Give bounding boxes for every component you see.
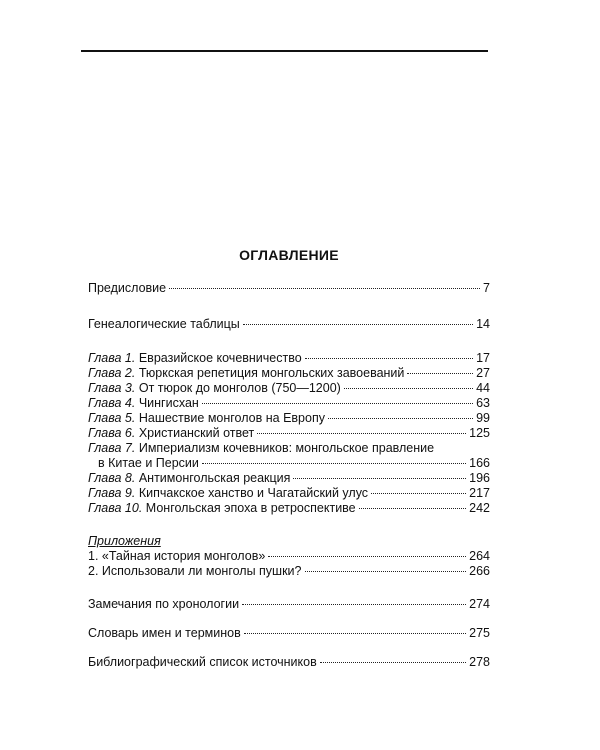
leader-dots — [407, 373, 473, 374]
toc-entry-appendix-2[interactable] — [88, 564, 490, 579]
chapter-number: Глава 8. — [88, 471, 136, 485]
leader-dots — [293, 478, 466, 479]
chapter-title: Кипчакское ханство и Чагатайский улус — [138, 486, 369, 500]
leader-dots — [359, 508, 467, 509]
chapter-number: Глава 1. — [88, 351, 136, 365]
entry-label: 2. Использовали ли монголы пушки? — [88, 564, 302, 578]
appendix-heading: Приложения — [88, 534, 161, 548]
chapter-number: Глава 4. — [88, 396, 136, 410]
entry-page: 266 — [469, 564, 490, 578]
chapter-title: Евразийское кочевничество — [138, 351, 302, 365]
entry-page: 264 — [469, 549, 490, 563]
leader-dots — [257, 433, 466, 434]
chapters-list — [88, 351, 490, 516]
toc-entry-chapter-7[interactable] — [88, 441, 490, 471]
entry-page: 17 — [476, 351, 490, 365]
toc-entry-chapter-10[interactable] — [88, 501, 490, 516]
leader-dots — [344, 388, 473, 389]
chapter-number: Глава 9. — [88, 486, 136, 500]
entry-page: 7 — [483, 281, 490, 295]
entry-label: Словарь имен и терминов — [88, 626, 241, 640]
toc-entry-chapter-6[interactable] — [88, 426, 490, 441]
leader-dots — [243, 324, 473, 325]
chapter-number: Глава 2. — [88, 366, 136, 380]
table-of-contents — [88, 248, 490, 671]
entry-label: Генеалогические таблицы — [88, 317, 240, 331]
toc-entry-appendix-1[interactable] — [88, 549, 490, 564]
entry-label: Замечания по хронологии — [88, 597, 240, 611]
chapter-title: Христианский ответ — [138, 426, 255, 440]
toc-entry-glossary[interactable] — [88, 626, 490, 642]
leader-dots — [202, 403, 473, 404]
toc-entry-chronology[interactable] — [88, 597, 490, 613]
leader-dots — [202, 463, 466, 464]
entry-page: 274 — [469, 597, 490, 611]
entry-page: 242 — [469, 501, 490, 515]
toc-entry-chapter-9[interactable] — [88, 486, 490, 501]
chapter-title: Тюркская репетиция монгольских завоеваний — [138, 366, 405, 380]
chapter-title: Чингисхан — [138, 396, 199, 410]
toc-entry-chapter-1[interactable] — [88, 351, 490, 366]
toc-entry-chapter-3[interactable] — [88, 381, 490, 396]
leader-dots — [169, 288, 480, 289]
leader-dots — [268, 556, 466, 557]
leader-dots — [328, 418, 473, 419]
chapter-number: Глава 7. — [88, 441, 136, 455]
chapter-number: Глава 6. — [88, 426, 136, 440]
chapter-number: Глава 10. — [88, 501, 143, 515]
entry-page: 63 — [476, 396, 490, 410]
entry-page: 217 — [469, 486, 490, 500]
chapter-title: Нашествие монголов на Европу — [138, 411, 325, 425]
leader-dots — [371, 493, 466, 494]
toc-entry-genealogy[interactable] — [88, 317, 490, 333]
entry-label: Библиографический список источников — [88, 655, 317, 669]
leader-dots — [305, 358, 473, 359]
entry-label: Предисловие — [88, 281, 167, 295]
chapter-number: Глава 3. — [88, 381, 136, 395]
chapter-title-continued: в Китае и Персии — [98, 456, 199, 470]
chapter-title: Монгольская эпоха в ретроспективе — [145, 501, 356, 515]
entry-page: 278 — [469, 655, 490, 669]
entry-page: 99 — [476, 411, 490, 425]
toc-entry-chapter-5[interactable] — [88, 411, 490, 426]
top-rule — [81, 50, 488, 52]
appendix-section — [88, 534, 490, 579]
entry-page: 166 — [469, 456, 490, 470]
entry-label: 1. «Тайная история монголов» — [88, 549, 266, 563]
entry-page: 44 — [476, 381, 490, 395]
entry-page: 196 — [469, 471, 490, 485]
toc-entry-bibliography[interactable] — [88, 655, 490, 671]
toc-entry-chapter-4[interactable] — [88, 396, 490, 411]
entry-page: 27 — [476, 366, 490, 380]
chapter-title: От тюрок до монголов (750—1200) — [138, 381, 341, 395]
entry-page: 275 — [469, 626, 490, 640]
leader-dots — [244, 633, 466, 634]
entry-page: 125 — [469, 426, 490, 440]
leader-dots — [320, 662, 466, 663]
toc-entry-chapter-8[interactable] — [88, 471, 490, 486]
entry-page: 14 — [476, 317, 490, 331]
chapter-title: Империализм кочевников: монгольское правление — [138, 441, 435, 455]
toc-entry-chapter-2[interactable] — [88, 366, 490, 381]
toc-title: ОГЛАВЛЕНИЕ — [239, 247, 339, 263]
chapter-title: Антимонгольская реакция — [138, 471, 291, 485]
toc-entry-preface[interactable] — [88, 281, 490, 297]
chapter-number: Глава 5. — [88, 411, 136, 425]
leader-dots — [305, 571, 467, 572]
leader-dots — [242, 604, 466, 605]
